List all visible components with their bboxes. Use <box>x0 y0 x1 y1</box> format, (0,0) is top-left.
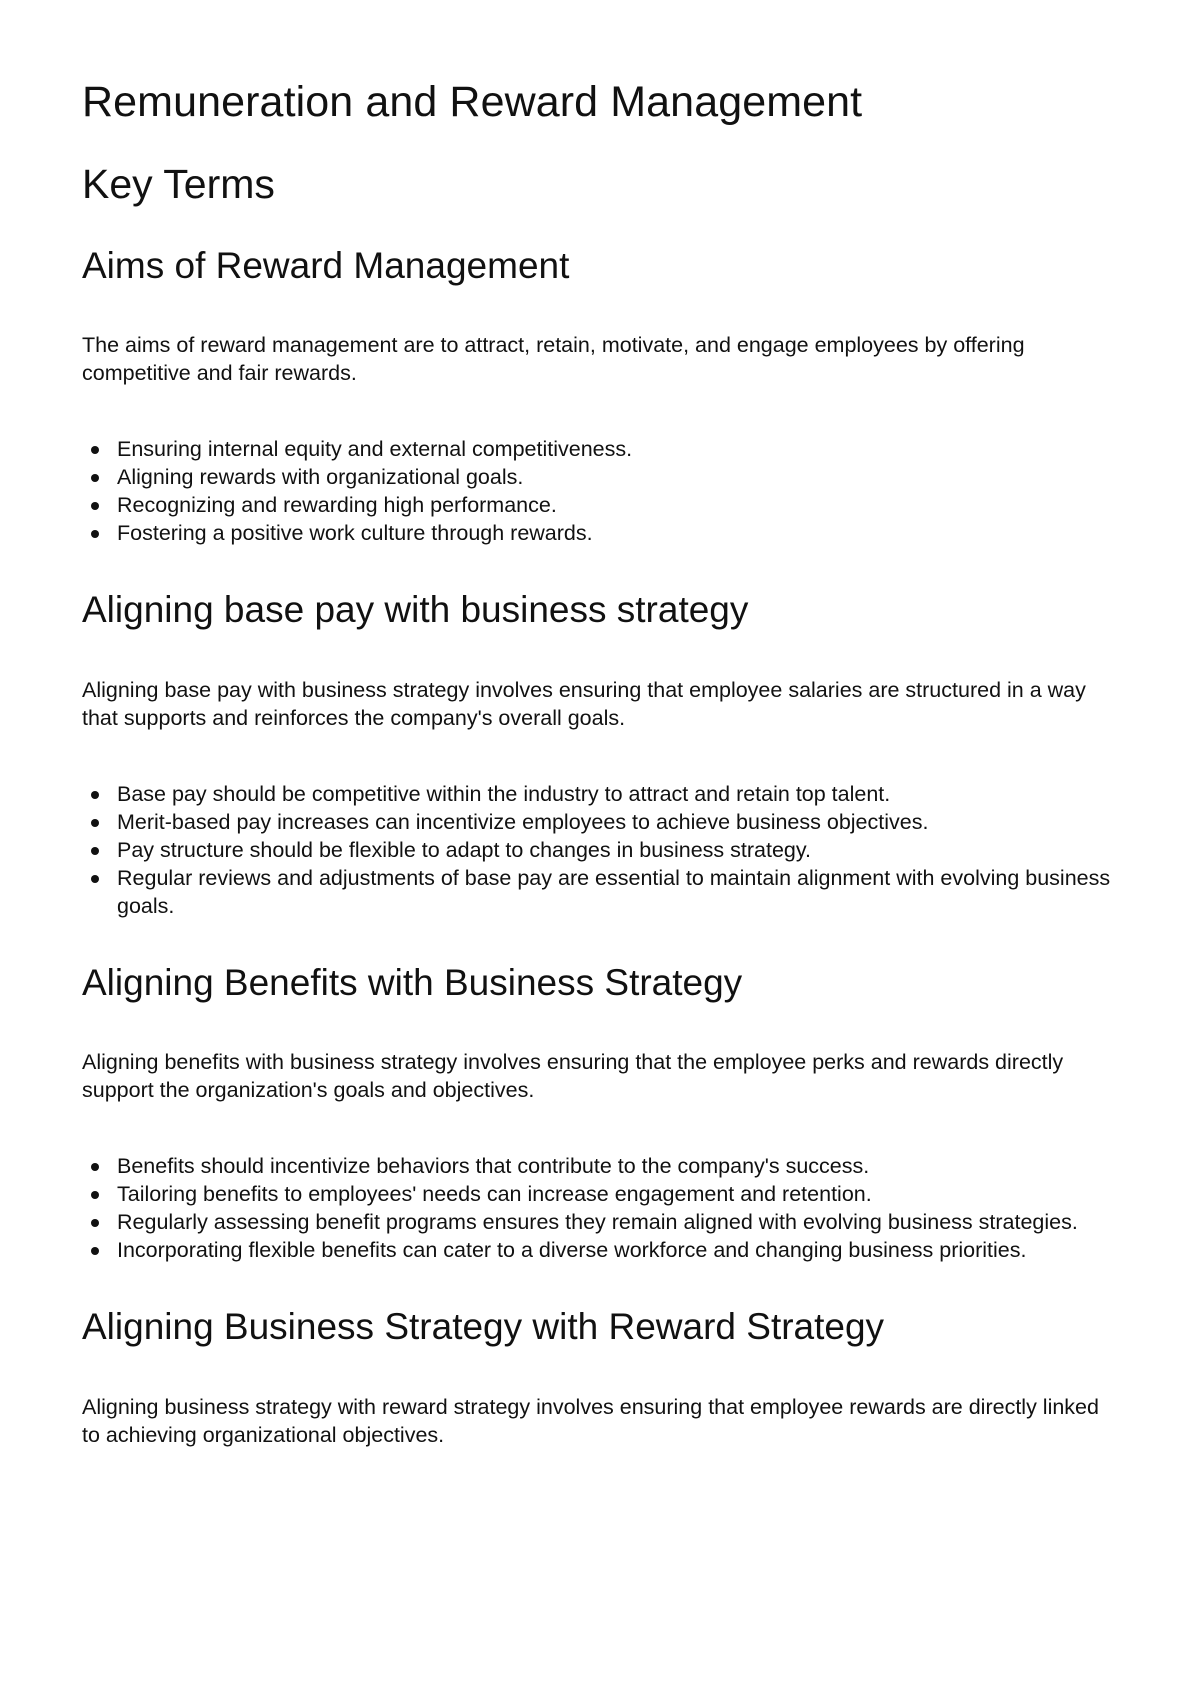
list-item-text: Regularly assessing benefit programs ensures they remain aligned with evolving business strategies. <box>117 1210 1078 1235</box>
section-base-pay <box>82 589 1122 920</box>
list-item <box>82 435 1122 463</box>
section-heading: Aligning Benefits with Business Strategy <box>82 961 743 1003</box>
bullet-dot-icon <box>91 1163 99 1171</box>
list-item <box>82 1180 1122 1208</box>
list-item-text: Benefits should incentivize behaviors that contribute to the company's success. <box>117 1154 870 1179</box>
list-item-text: Fostering a positive work culture through rewards. <box>117 521 593 546</box>
list-item <box>82 780 1122 808</box>
list-item-text: Tailoring benefits to employees' needs can increase engagement and retention. <box>117 1182 872 1207</box>
list-item-text: Aligning rewards with organizational goals. <box>117 465 524 490</box>
spacer <box>82 1264 1122 1306</box>
list-item <box>82 1236 1122 1264</box>
list-item-text: Recognizing and rewarding high performance. <box>117 493 557 518</box>
bullet-dot-icon <box>91 1191 99 1199</box>
bullet-dot-icon <box>91 819 99 827</box>
bullet-list <box>82 1152 1122 1264</box>
bullet-list <box>82 780 1122 920</box>
bullet-dot-icon <box>91 474 99 482</box>
key-terms-heading: Key Terms <box>82 161 275 208</box>
section-paragraph: The aims of reward management are to attract, retain, motivate, and engage employees by offering competitive and fair rewards. <box>82 333 1025 386</box>
list-item <box>82 1208 1122 1236</box>
section-aims <box>82 245 1122 548</box>
section-paragraph: Aligning base pay with business strategy involves ensuring that employee salaries are structured in a way that supports and reinforces the company's overall goals. <box>82 677 1086 730</box>
document-page <box>82 78 1122 1449</box>
list-item-text: Pay structure should be flexible to adapt to changes in business strategy. <box>117 837 811 862</box>
list-item-text: Merit-based pay increases can incentivize employees to achieve business objectives. <box>117 809 929 834</box>
bullet-dot-icon <box>91 446 99 454</box>
bullet-dot-icon <box>91 875 99 883</box>
list-item-text: Incorporating flexible benefits can cater to a diverse workforce and changing business priorities. <box>117 1238 1027 1263</box>
bullet-dot-icon <box>91 1219 99 1227</box>
spacer <box>82 920 1122 962</box>
list-item <box>82 864 1122 920</box>
document-title: Remuneration and Reward Management <box>82 78 863 126</box>
list-item-text: Ensuring internal equity and external competitiveness. <box>117 437 633 462</box>
list-item-text: Base pay should be competitive within the industry to attract and retain top talent. <box>117 781 891 806</box>
list-item <box>82 519 1122 547</box>
spacer <box>82 547 1122 589</box>
section-reward-strategy <box>82 1306 1122 1449</box>
bullet-dot-icon <box>91 1247 99 1255</box>
list-item <box>82 808 1122 836</box>
bullet-dot-icon <box>91 791 99 799</box>
list-item-text: Regular reviews and adjustments of base pay are essential to maintain alignment with evolving business goals. <box>117 865 1111 918</box>
list-item <box>82 463 1122 491</box>
bullet-dot-icon <box>91 847 99 855</box>
bullet-dot-icon <box>91 502 99 510</box>
section-heading: Aims of Reward Management <box>82 244 570 286</box>
section-paragraph: Aligning benefits with business strategy involves ensuring that the employee perks and rewards directly support the organization's goals and objectives. <box>82 1050 1064 1103</box>
list-item <box>82 1152 1122 1180</box>
list-item <box>82 491 1122 519</box>
section-heading: Aligning base pay with business strategy <box>82 589 749 631</box>
section-benefits <box>82 962 1122 1265</box>
bullet-dot-icon <box>91 530 99 538</box>
section-heading: Aligning Business Strategy with Reward Strategy <box>82 1306 885 1348</box>
list-item <box>82 836 1122 864</box>
section-paragraph: Aligning business strategy with reward strategy involves ensuring that employee rewards are directly linked to achieving organizational objectives. <box>82 1394 1099 1447</box>
bullet-list <box>82 435 1122 547</box>
